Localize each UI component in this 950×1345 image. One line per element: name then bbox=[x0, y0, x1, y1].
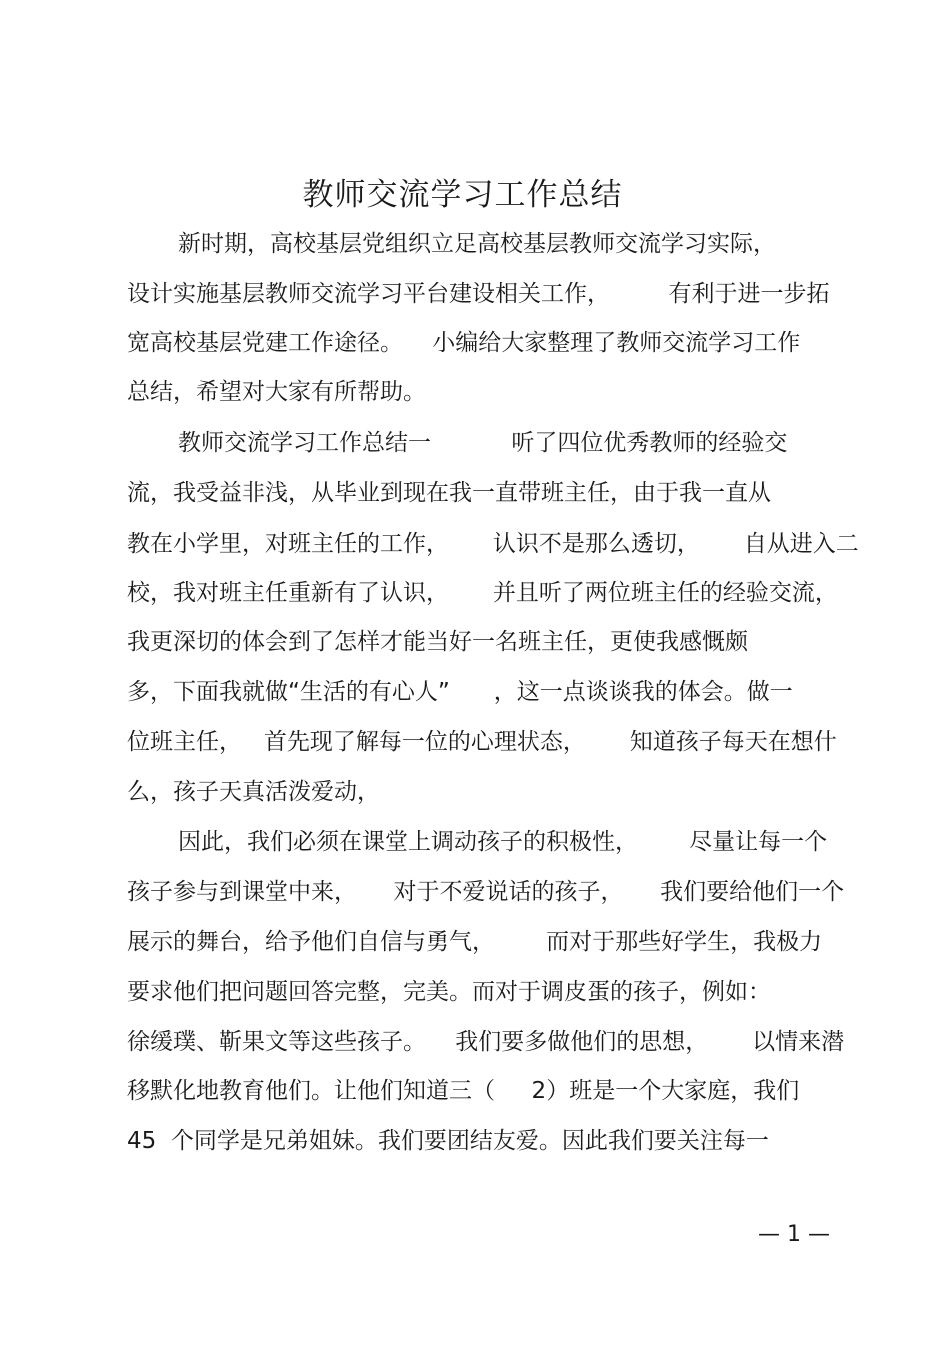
paragraph-line: 宽高校基层党建工作途径。 小编给大家整理了教师交流学习工作 bbox=[127, 330, 801, 356]
paragraph-line: 教师交流学习工作总结一 听了四位优秀教师的经验交 bbox=[178, 430, 788, 456]
paragraph-line: 总结，希望对大家有所帮助。 bbox=[127, 379, 426, 405]
paragraph-line: 我更深切的体会到了怎样才能当好一名班主任，更使我感慨颇 bbox=[127, 629, 748, 655]
paragraph-line: 徐缓璞、靳果文等这些孩子。 我们要多做他们的思想， 以情来潜 bbox=[127, 1029, 845, 1055]
paragraph-line: 流，我受益非浅，从毕业到现在我一直带班主任，由于我一直从 bbox=[127, 480, 771, 506]
document-title: 教师交流学习工作总结 bbox=[302, 177, 623, 213]
paragraph-line: 多，下面我就做“生活的有心人” ，这一点谈谈我的体会。做一 bbox=[127, 679, 793, 705]
paragraph-line: 教在小学里，对班主任的工作， 认识不是那么透切， 自从进入二 bbox=[127, 531, 859, 557]
paragraph-line: 位班主任， 首先现了解每一位的心理状态， 知道孩子每天在想什 bbox=[127, 729, 837, 755]
paragraph-line: 设计实施基层教师交流学习平台建设相关工作， 有利于进一步拓 bbox=[127, 281, 830, 307]
paragraph-line: 校，我对班主任重新有了认识， 并且听了两位班主任的经验交流， bbox=[127, 580, 838, 606]
page-number: — 1 — bbox=[758, 1222, 830, 1247]
paragraph-line: 新时期，高校基层党组织立足高校基层教师交流学习实际， bbox=[178, 231, 776, 257]
paragraph-line: 么，孩子天真活泼爱动， bbox=[127, 779, 380, 805]
paragraph-line: 要求他们把问题回答完整，完美。而对于调皮蛋的孩子，例如： bbox=[127, 979, 771, 1005]
paragraph-line: 孩子参与到课堂中来， 对于不爱说话的孩子， 我们要给他们一个 bbox=[127, 879, 845, 905]
paragraph-line: 45 个同学是兄弟姐妹。我们要团结友爱。因此我们要关注每一 bbox=[127, 1128, 769, 1154]
paragraph-line: 移默化地教育他们。让他们知道三（ 2）班是一个大家庭，我们 bbox=[127, 1078, 800, 1104]
paragraph-line: 展示的舞台，给予他们自信与勇气， 而对于那些好学生，我极力 bbox=[127, 929, 823, 955]
paragraph-line: 因此，我们必须在课堂上调动孩子的积极性， 尽量让每一个 bbox=[178, 829, 828, 855]
